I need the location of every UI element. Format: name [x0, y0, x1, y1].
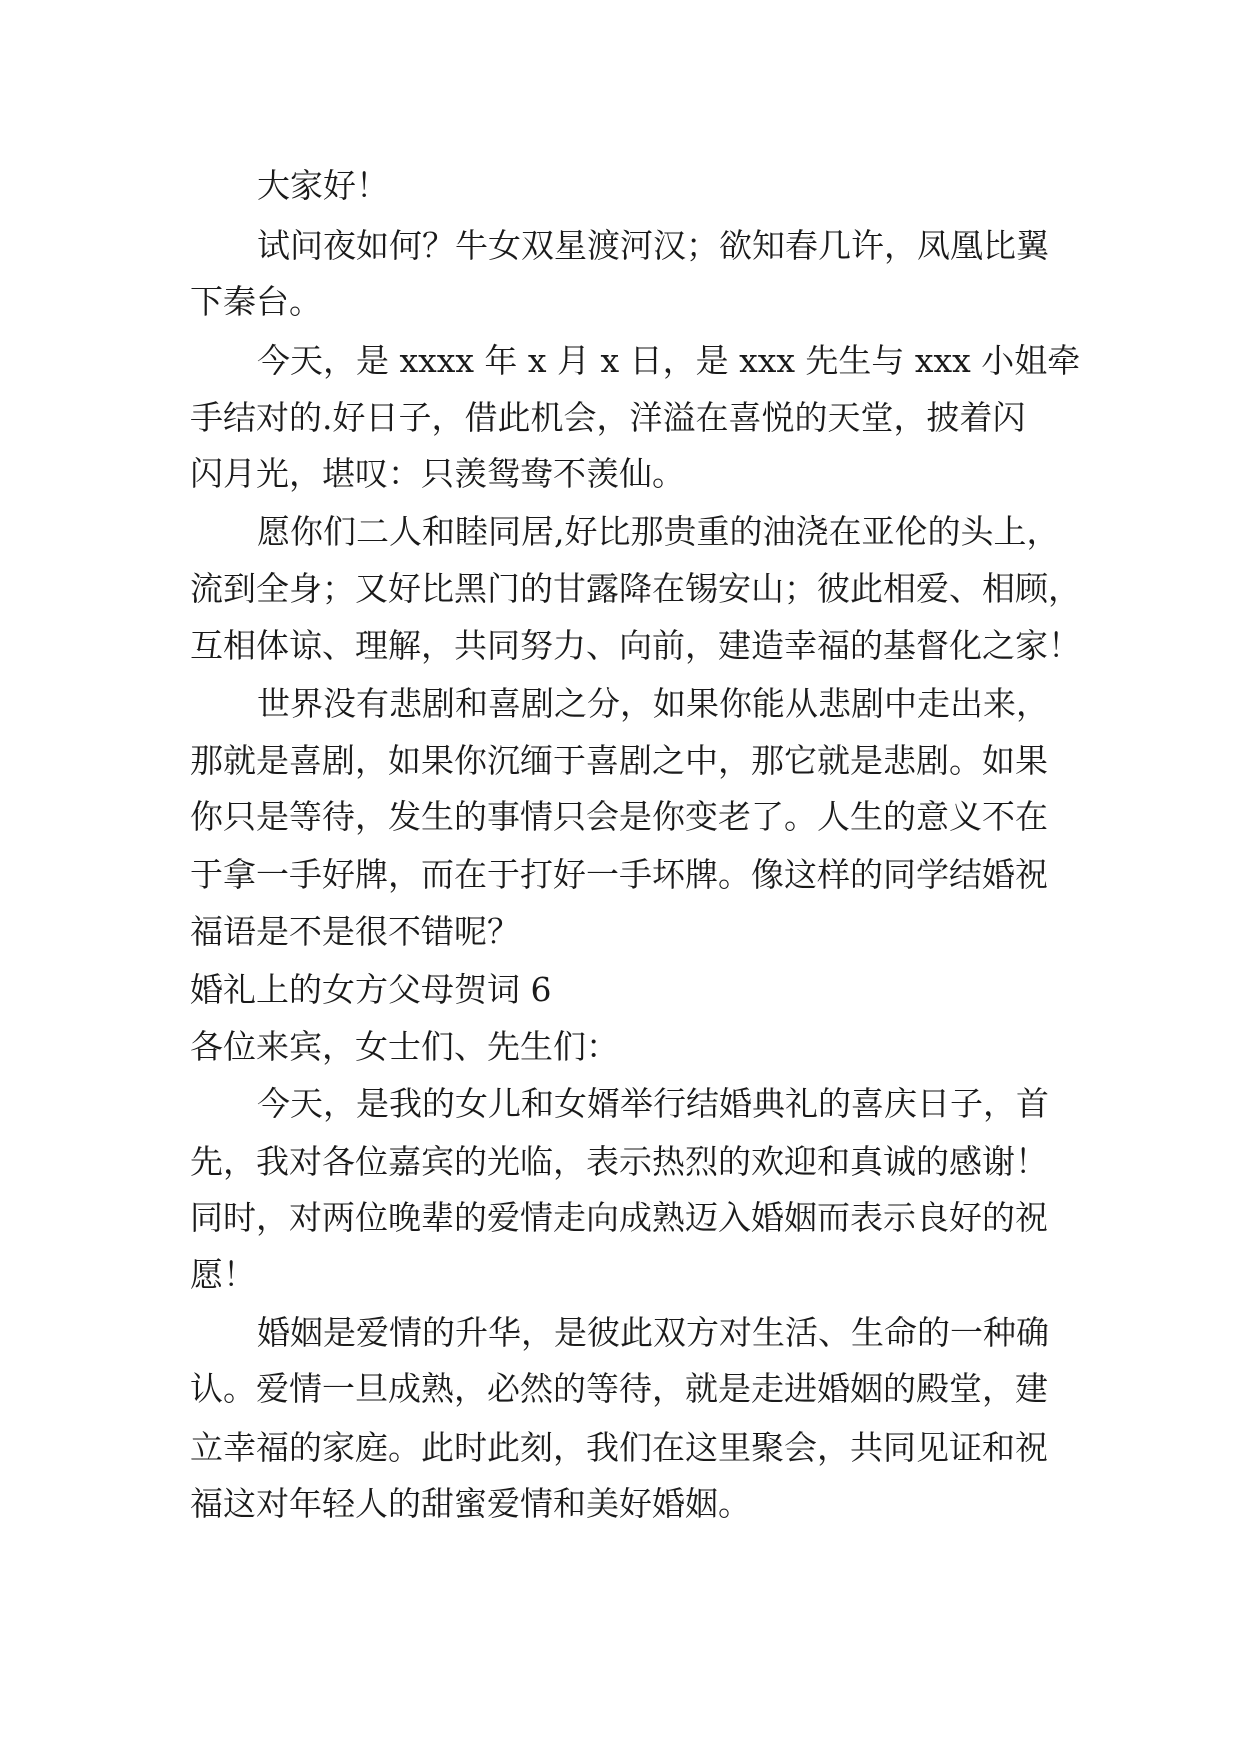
paragraph-line: 下秦台。 [190, 282, 322, 321]
paragraph-line: 婚姻是爱情的升华，是彼此双方对生活、生命的一种确 [257, 1313, 1049, 1352]
paragraph-line: 愿你们二人和睦同居,好比那贵重的油浇在亚伦的头上， [257, 512, 1060, 551]
paragraph-line: 立幸福的家庭。此时此刻，我们在这里聚会，共同见证和祝 [190, 1428, 1048, 1467]
paragraph-line: 福这对年轻人的甜蜜爱情和美好婚姻。 [190, 1484, 751, 1523]
paragraph-line: 互相体谅、理解，共同努力、向前，建造幸福的基督化之家！ [190, 626, 1081, 665]
salutation-line: 各位来宾，女士们、先生们： [190, 1027, 619, 1066]
paragraph-line: 你只是等待，发生的事情只会是你变老了。人生的意义不在 [190, 797, 1048, 836]
paragraph-line: 认。爱情一旦成熟，必然的等待，就是走进婚姻的殿堂，建 [190, 1369, 1048, 1408]
paragraph-line: 流到全身；又好比黑门的甘露降在锡安山；彼此相爱、相顾， [190, 569, 1081, 608]
paragraph-line: 大家好！ [257, 166, 389, 205]
section-heading: 婚礼上的女方父母贺词 6 [190, 970, 552, 1009]
paragraph-line: 愿！ [190, 1255, 256, 1294]
paragraph-line: 那就是喜剧，如果你沉缅于喜剧之中，那它就是悲剧。如果 [190, 741, 1048, 780]
paragraph-line: 今天，是我的女儿和女婿举行结婚典礼的喜庆日子，首 [257, 1084, 1049, 1123]
paragraph-line: 今天，是 xxxx 年 x 月 x 日，是 xxx 先生与 xxx 小姐牵 [257, 341, 1081, 380]
paragraph-line: 试问夜如何？牛女双星渡河汉；欲知春几许，凤凰比翼 [257, 226, 1049, 265]
paragraph-line: 于拿一手好牌，而在于打好一手坏牌。像这样的同学结婚祝 [190, 855, 1048, 894]
paragraph-line: 世界没有悲剧和喜剧之分，如果你能从悲剧中走出来， [257, 684, 1049, 723]
paragraph-line: 同时，对两位晚辈的爱情走向成熟迈入婚姻而表示良好的祝 [190, 1198, 1048, 1237]
paragraph-line: 福语是不是很不错呢？ [190, 912, 520, 951]
paragraph-line: 闪月光，堪叹：只羡鸳鸯不羡仙。 [190, 454, 685, 493]
paragraph-line: 手结对的.好日子，借此机会，洋溢在喜悦的天堂，披着闪 [190, 398, 1026, 437]
paragraph-line: 先，我对各位嘉宾的光临，表示热烈的欢迎和真诚的感谢！ [190, 1142, 1048, 1181]
